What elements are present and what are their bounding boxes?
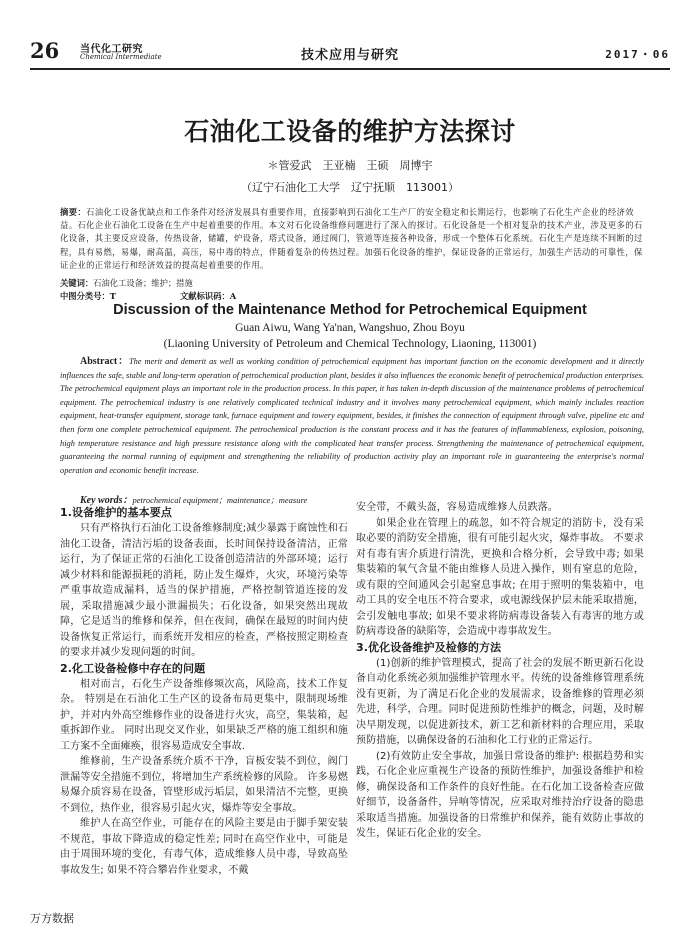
body-column-right <box>356 500 644 842</box>
publisher-footer: 万方数据 <box>30 912 74 925</box>
body-column-left <box>60 505 348 878</box>
abstract-en: Abstract：The merit and demerit as well as working condition of petrochemical equipment has important function on the economic development and it directly influences the safe, stable and long-term operation of petrochemical production plant, besides it also influences the economic benefit of petrochemical production enterprises. The petrochemical equipment plays an important role in the production process. In this paper, it has taken in-depth discussion of the maintenance problems of petrochemical equipment. The petrochemical industry is one relatively complicated technical industry and it involves many petrochemical equipment, which mainly includes reaction equipment, heat-transfer equipment, storage tank, furnace equipment and towery equipment, besides, it finishes the connection of equipment through valve, pipeline etc and then form one complete petrochemical equipment. The petrochemical production is the constant process and it has the features of inflammableness, explosion, poisoning, high temperature resistance and high pressure resistance along with the complicated heat transfer process. Strengthening the maintenance of petrochemical equipment, guaranteeing the normal running of equipment and strengthening the reliability of production activity play an important role in guaranteeing the enterprise's normal operation and economic benefit increase. <box>60 356 644 475</box>
affiliation-en: (Liaoning University of Petroleum and Chemical Technology, Liaoning, 113001) <box>163 338 537 350</box>
classification-line <box>60 290 236 302</box>
keywords-cn-label: 关键词： <box>60 278 94 288</box>
authors-cn: ＊管爱武 王亚楠 王硕 周博宇 <box>267 159 433 172</box>
clc-label: 中图分类号： <box>60 291 110 301</box>
section-heading-3: 3.优化设备维护及检修的方法 <box>356 640 502 654</box>
header-rule <box>30 68 670 70</box>
authors-en: Guan Aiwu, Wang Ya'nan, Wangshuo, Zhou Boyu <box>235 322 465 334</box>
section-heading-1: 1.设备维护的基本要点 <box>60 506 172 519</box>
journal-name-en: Chemical Intermediate <box>80 53 162 61</box>
article-title-cn: 石油化工设备的维护方法探讨 <box>184 117 516 146</box>
page-number: 26 <box>30 38 60 63</box>
section-heading-2: 2.化工设备检修中存在的问题 <box>60 661 206 675</box>
abstract-en-text: The merit and demerit as well as working condition of petrochemical equipment has important function on the economic development and it directly influences the safe, stable and long-term operation of petrochemical production plant, besides it also influences the economic benefit of petrochemical production enterprises. The petrochemical equipment plays an important role in the production process. In this paper, it has taken in-depth discussion of the maintenance problems of petrochemical equipment. The petrochemical industry is one relatively complicated technical industry and it involves many petrochemical equipment, which mainly includes reaction equipment, heat-transfer equipment, storage tank, furnace equipment and towery equipment, besides, it finishes the connection of equipment through valve, pipeline etc and then form one complete petrochemical equipment. The petrochemical production is the constant process and it has the features of inflammableness, explosion, poisoning, high temperature resistance and high pressure resistance along with the complicated heat transfer process. Strengthening the maintenance of petrochemical equipment, guaranteeing the normal running of equipment and strengthening the reliability of production activity play an important role in guaranteeing the enterprise's normal operation and economic benefit increase. <box>60 357 644 475</box>
clc-value: T <box>109 291 116 301</box>
paragraph: 相对而言，石化生产设备维修频次高，风险高，技术工作复杂。 特别是在石油化工生产区的设备布局更集中，限制现场维护，并对内外高空维修作业的设备进行火灾，高空，集装箱，起重拆卸作业。 同时出现交叉作业，如果缺乏严格的施工组织和施工方案不全面瘫痪，很容易造成安全事故. <box>60 678 348 752</box>
doc-code-value: A <box>229 291 237 301</box>
abstract-en-label: Abstract <box>80 356 118 367</box>
paragraph: 只有严格执行石油化工设备维修制度;减少暴露于腐蚀性和石油化工设备，清洁污垢的设备表面，长时间保持设备清洁，正常运行，为了保证正常的石油化工设备创造清洁的外部环境；运行减少材料和能源损耗的消耗，防止发生爆炸，火灾，环境污染等严重事故造成漏料，适当的保护措施，严格控制管道连接的发展，采取措施减少最小泄漏损失；石化设备，如果突然出现故障，它是适当的维修和保养，但在夜间，确保在最短的时间内使设备恢复正常运行，而系统开发相应的检查，严格按照定期检查的要求并减少发现问题的时间。 <box>60 523 348 658</box>
paragraph: (1)创新的维护管理模式，提高了社会的发展不断更新石化设备自动化系统必须加强维护管理水平。传统的设备维修管理系统没有更新，为了满足石化企业的发展需求，设备维修的管理必须先进，科学，合理。同时促进预防性维护的概念，问题，及时解决早期发现，以促进新技术，新工艺和新材料的合理应用，采取预防措施，以确保设备的石油和化工行业的正常运行。 <box>356 657 644 746</box>
issue-number: 2017・06 <box>605 48 670 61</box>
keywords-en-label: Key words <box>80 495 123 506</box>
section-title: 技术应用与研究 <box>300 48 399 63</box>
keywords-cn <box>60 277 193 289</box>
keywords-cn-text: 石油化工设备；维护；措施 <box>93 278 193 288</box>
journal-name-cn: 当代化工研究 <box>80 44 143 55</box>
affiliation-cn: （辽宁石油化工大学 辽宁抚顺 113001） <box>241 181 459 194</box>
paragraph: 如果企业在管理上的疏忽，如不符合规定的消防卡，没有采取必要的消防安全措施，很有可能引起火灾，爆炸事故。 不要求对有毒有害介质进行清洗，更换和合格分析，会导致中毒; 如果集装箱的氧气含量不能由维修人员进入操作，则有窒息的危险，或有限的空间通风会引起窒息事故; 在用于照明的集装箱中，电动工具的安全电压不符合要求，或电源线保护层未能采取措施，会引发触电事故; 如果不要求将防病毒设备装入有毒害的地方或防病毒设备的缺陷等，会造成中毒事故发生。 <box>356 517 644 637</box>
keywords-en: Key words：petrochemical equipment；maintenance；measure <box>80 495 308 506</box>
doc-code-label: 文献标识码： <box>180 291 230 301</box>
keywords-en-text: petrochemical equipment；maintenance；measure <box>132 495 308 505</box>
article-title-en: Discussion of the Maintenance Method for Petrochemical Equipment <box>113 302 587 318</box>
paragraph: (2)有效防止安全事故，加强日常设备的维护: 根据趋势和实践，石化企业应重视生产设备的预防性维护，加强设备维护和检修，确保设备和工作条件的良好性能。在石化加工设备检查应做好细节，设备备件，异响等情况，应采取对维持治疗设备的隐患采取适当措施。加强设备的日常维护和保养，能有效防止事故的发生，保证石化企业的安全。 <box>356 750 644 839</box>
abstract-cn-label: 摘要： <box>60 207 87 217</box>
paragraph: 维护人在高空作业，可能存在的风险主要是由于脚手架安装不规范，事故下降造成的稳定性差; 同时在高空作业中，可能是由于周围环境的变化，有毒气体，造成维修人员中毒，导致高坠事故发生; 如果不符合攀岩作业要求，不戴 <box>60 818 348 876</box>
abstract-cn-text: 石油化工设备优缺点和工作条件对经济发展具有重要作用，直接影响到石油化工生产厂的安全稳定和长期运行，也影响了石化生产企业的经济效益。石化企业石油化工设备在生产中起着重要的作用。本文对石化设备维修问题进行了深入的探讨。石化设备是一个相对复杂的技术产业，涉及更多的石化设备，其主要反应设备，传热设备，储罐，炉设备，塔式设备，通过阀门，管道等连接各种设备，形成一个整体石化系统。石化生产是连续不间断的过程，具有易燃，易爆，耐高温，高压，易中毒的特点，伴随着复杂的传热过程。加强石化设备的维护，保证设备的正常运行，加强生产活动的可靠性，保证企业的正常运行和经济效益的提高起着重要的作用。 <box>60 207 643 270</box>
paragraph: 安全带，不戴头盔，容易造成维修人员跌落。 <box>356 502 558 513</box>
abstract-cn <box>60 206 644 272</box>
paragraph: 维修前，生产设备系统介质不干净，盲板安装不到位，阀门泄漏等安全措施不到位，将增加生产系统检修的风险。 许多易燃易爆介质容易在设备，管壁形成污垢层，如果清洁不完整，更换不到位，热作业，很容易引起火灾，爆炸等安全事故。 <box>60 756 348 814</box>
